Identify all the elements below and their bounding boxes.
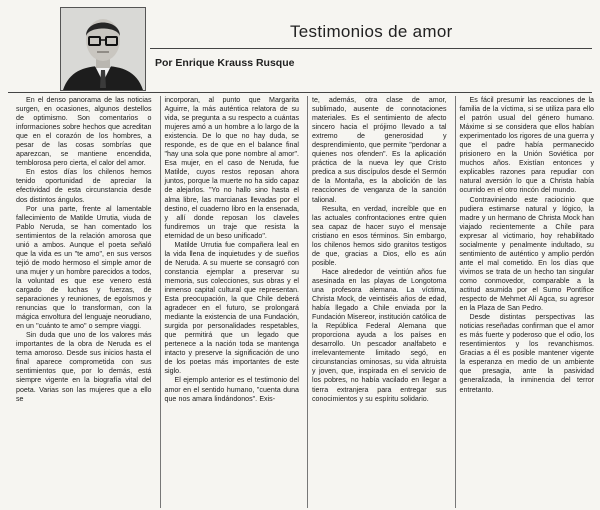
paragraph: Por una parte, frente al lamentable fallecimiento de Matilde Urrutia, viuda de Pablo Neruda, se han comentado los sentimientos de la relación amorosa que unió a ambos. Aunque el poeta señaló que la vida es un "te amo", en sus versos tejió de modo hermoso el simple amor de una mujer y un hombre parecidos a todos, la voluntad es que ese venero está cargado de luchas y fuerzas, de separaciones y reuniones, de egoísmos y renuncias que lo transforman, con la mágica envoltura del lenguaje neorudiano, en un "cuánto te amo" o sempre viaggi. [16, 204, 152, 331]
text-column-3 [307, 96, 447, 508]
paragraph: Hace alrededor de veintiún años fue asesinada en las playas de Longotoma una profesora alemana. La víctima, Christa Mock, de veintiséis años de edad, había llegado a Chile enviada por la Fundación Misereor, institución católica de la República Federal Alemana que proporciona ayuda a los países en desarrollo. Un pescador analfabeto e irrelevantemente limitado segó, en circunstancias ominosas, su vida altruista y joven, que, inspirada en el servicio de los pobres, no había vacilado en llegar a tierra extranjera para entregar sus conocimientos y su espíritu solidario. [312, 267, 447, 403]
paragraph: Resulta, en verdad, increíble que en las actuales confrontaciones entre quien sea capaz de hacer suyo el mensaje cristiano en esos términos. Sin embargo, los chilenos hemos sido granitos testigos de que, gracias a Dios, ello es aún posible. [312, 204, 447, 267]
text-column-1 [12, 96, 152, 508]
paragraph: En el denso panorama de las noticias surgen, en ocasiones, algunos destellos de optimismo. Son comentarios o informaciones sobre hechos que acreditan que en el corazón de los hombres, a pesar de las cosas sombrías que aparezcan, se mantiene encendida, temblorosa pero cierta, el calor del amor. [16, 96, 152, 168]
paragraph: Contraviniendo este raciocinio que pudiera estimarse natural y lógico, la madre y un hermano de Christa Mock han viajado recientemente a Chile para expresar al victimario, hoy rehabilitado socialmente y penalmente indultado, su sentimiento de auténtico y amplio perdón ante el mal cometido. En los días que vivimos se trata de un hecho tan singular como conmovedor, comparable a la actitud asumida por el Sumo Pontífice respecto de Mehmet Alí Agca, su agresor en la Plaza de San Pedro. [459, 195, 594, 313]
author-portrait-image [61, 8, 145, 90]
article-title: Testimonios de amor [290, 22, 453, 41]
text-column-4 [455, 96, 595, 508]
article-body [12, 96, 594, 508]
paragraph: incorporan, al punto que Margarita Aguirre, la más auténtica relatora de su vida, se pregunta a su respecto a cuántas mujeres amó a un hombre a lo largo de la existencia. De lo que no hay duda, se responde, es de que en el balance final "hay una sola que pone nombre al amor". Esa mujer, en el caso de Neruda, fue Matilde, cuyos restos reposan ahora juntos, porque la muerte no ha sido capaz de alejarlos. "Yo no hallo sino hasta el alma libre, las marcianas llevadas por el destino, el cuaderno libro en la ensenada, y allí donde reposan los claveles fundiremos un traje que resista la eternidad de un beso unificado". [164, 96, 299, 240]
article-byline: Por Enrique Krauss Rusque [155, 57, 295, 69]
paragraph: Desde distintas perspectivas las noticias reseñadas confirman que el amor es más fuerte y poderoso que el odio, los resentimientos y los revanchismos. Gracias a él es posible mantener vigente la esperanza en medio de un ambiente que presagia, ante la pasividad generalizada, la inminencia del terror entretanto. [459, 313, 594, 394]
header-divider [8, 92, 592, 93]
header-rule [150, 48, 592, 49]
paragraph: Sin duda que uno de los valores más importantes de la obra de Neruda es el tema amoroso. Desde sus inicios hasta el final aparece comprometida con sus sentimientos que, por lo demás, está siempre vigente en la biografía vital del poeta. Varias son las mujeres que a ello se [16, 331, 152, 403]
paragraph: El ejemplo anterior es el testimonio del amor en el sentido humano, "cuenta duna que nos amara lindándonos". Exis- [164, 376, 299, 403]
text-column-2 [160, 96, 300, 508]
paragraph: te, además, otra clase de amor, sublimado, ausente de connotaciones materiales. Es el sentimiento de afecto sincero hacia el prójimo llevado a tal extremo de generosidad y desprendimiento, que permite "perdonar a quienes nos ofenden". Es la aplicación práctica de la nueva ley que Cristo predica a sus discípulos desde el Sermón de la Montaña, es la abolición de las reacciones de venganza de la sanción talional. [312, 96, 447, 204]
paragraph: Es fácil presumir las reacciones de la familia de la víctima, si se utiliza para ello el patrón usual del género humano. Máxime si se considera que ellos habían experimentado los rigores de una guerra y que el padre había permanecido prisionero en la Unión Soviética por muchos años. Existían entonces y explicables razones para repudiar con natural aversión lo que a Christa había ocurrido en el otro rincón del mundo. [459, 96, 594, 195]
paragraph: En estos días los chilenos hemos tenido oportunidad de apreciar la efectividad de esta circunstancia desde dos distintos ángulos. [16, 168, 152, 204]
paragraph: Matilde Urrutia fue compañera leal en la vida llena de inquietudes y de sueños de Neruda. A su muerte se consagró con constancia ejemplar a preservar su memoria, sus colecciones, sus obras y el inmenso capital cultural que representan. Esta preocupación, la que Chile deberá agradecer en el futuro, se prolongará mediante la existencia de una Fundación, surgida por personalidades respetables, que permitirá que un legado que pertenece a la nación toda se mantenga intacto y preserve la significación de uno de los poetas más importantes de este siglo. [164, 240, 299, 376]
author-portrait [60, 7, 146, 91]
